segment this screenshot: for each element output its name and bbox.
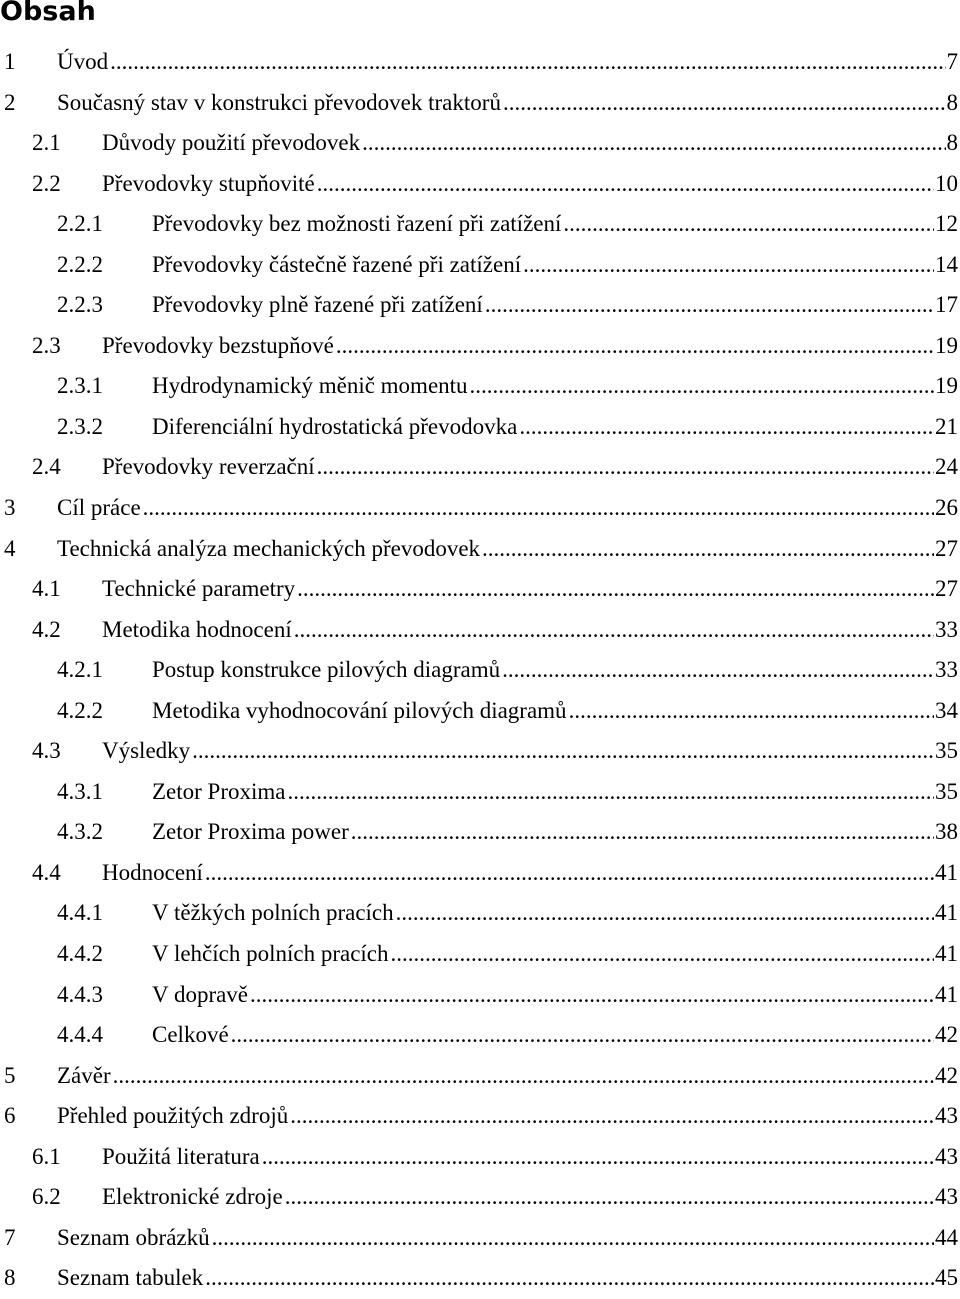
toc-entry-page-number: 10: [934, 164, 958, 205]
toc-entry-title[interactable]: Převodovky bez možnosti řazení při zatížení: [152, 204, 563, 245]
dot-leader: [110, 42, 945, 83]
toc-entry-number: 4: [4, 535, 16, 561]
dot-leader: [317, 447, 934, 488]
dot-leader: [290, 1096, 934, 1137]
toc-entry-line: [57, 1258, 958, 1299]
toc-entry-title[interactable]: Výsledky: [102, 731, 192, 772]
toc-entry[interactable]: [0, 488, 960, 529]
dot-leader: [563, 204, 934, 245]
dot-leader: [362, 123, 945, 164]
toc-entry-title[interactable]: Převodovky plně řazené při zatížení: [152, 285, 485, 326]
dot-leader: [212, 1218, 934, 1259]
toc-entry-page-number: 12: [934, 204, 958, 245]
toc-entry-line: [57, 488, 958, 529]
toc-entry-title[interactable]: Převodovky reverzační: [102, 447, 317, 488]
toc-entry-number: 5: [4, 1062, 16, 1088]
toc-entry-title[interactable]: Hodnocení: [102, 853, 205, 894]
toc-entry-page-number: 19: [934, 366, 958, 407]
page-title: Obsah: [0, 0, 96, 27]
toc-entry[interactable]: [0, 1015, 960, 1056]
dot-leader: [294, 610, 934, 651]
toc-entry-title[interactable]: Elektronické zdroje: [102, 1177, 285, 1218]
toc-entry-title[interactable]: Metodika vyhodnocování pilových diagramů: [152, 691, 569, 732]
toc-entry-number: 4.2.2: [57, 697, 103, 723]
toc-entry-page-number: 24: [934, 447, 958, 488]
toc-entry[interactable]: [0, 610, 960, 651]
toc-entry-title[interactable]: Technická analýza mechanických převodovek: [57, 529, 482, 570]
toc-entry-title[interactable]: Převodovky stupňovité: [102, 164, 317, 205]
toc-entry-page-number: 44: [934, 1218, 958, 1259]
toc-entry-title[interactable]: V těžkých polních pracích: [152, 893, 396, 934]
toc-entry-page-number: 8: [946, 123, 959, 164]
toc-entry-number: 4.2: [32, 616, 61, 642]
toc-entry[interactable]: [0, 975, 960, 1016]
toc-entry-title[interactable]: Seznam obrázků: [57, 1218, 212, 1259]
dot-leader: [396, 893, 934, 934]
toc-entry-number: 4.3: [32, 738, 61, 764]
toc-entry-line: [102, 610, 958, 651]
toc-entry-page-number: 41: [934, 975, 958, 1016]
dot-leader: [192, 731, 934, 772]
dot-leader: [523, 245, 934, 286]
toc-entry[interactable]: [0, 447, 960, 488]
toc-entry-page-number: 17: [934, 285, 958, 326]
toc-entry-page-number: 41: [934, 893, 958, 934]
toc-entry-line: [102, 1177, 958, 1218]
toc-entry-number: 4.4.1: [57, 900, 103, 926]
toc-entry-number: 4.1: [32, 576, 61, 602]
toc-entry-number: 4.4: [32, 859, 61, 885]
dot-leader: [502, 650, 934, 691]
dot-leader: [143, 488, 934, 529]
toc-entry[interactable]: [0, 853, 960, 894]
toc-entry-title[interactable]: Cíl práce: [57, 488, 143, 529]
toc-entry-number: 2.1: [32, 130, 61, 156]
toc-entry-line: [57, 1056, 958, 1097]
toc-entry-page-number: 14: [934, 245, 958, 286]
toc-entry-line: [57, 83, 958, 124]
dot-leader: [262, 1137, 934, 1178]
toc-entry-title[interactable]: Použitá literatura: [102, 1137, 262, 1178]
toc-entry-line: [152, 650, 958, 691]
toc-entry-title[interactable]: Přehled použitých zdrojů: [57, 1096, 290, 1137]
toc-entry-line: [57, 529, 958, 570]
toc-entry-line: [152, 772, 958, 813]
toc-entry[interactable]: [0, 812, 960, 853]
toc-entry-line: [152, 245, 958, 286]
toc-entry-number: 2.2.2: [57, 251, 103, 277]
toc-entry[interactable]: [0, 83, 960, 124]
toc-entry-title[interactable]: Zetor Proxima power: [152, 812, 351, 853]
toc-entry-line: [102, 447, 958, 488]
toc-entry-page-number: 41: [934, 934, 958, 975]
toc-entry-line: [152, 934, 958, 975]
toc-entry-title[interactable]: Seznam tabulek: [57, 1258, 205, 1299]
toc-entry-page-number: 33: [934, 650, 958, 691]
toc-entry-title[interactable]: Převodovky částečně řazené při zatížení: [152, 245, 523, 286]
toc-entry-title[interactable]: Celkové: [152, 1015, 231, 1056]
toc-entry-line: [102, 164, 958, 205]
toc-entry-line: [102, 569, 958, 610]
toc-entry-number: 8: [4, 1265, 16, 1291]
toc-entry[interactable]: [0, 1258, 960, 1299]
toc-entry[interactable]: [0, 326, 960, 367]
toc-entry[interactable]: [0, 1177, 960, 1218]
toc-entry-line: [152, 285, 958, 326]
dot-leader: [503, 83, 946, 124]
toc-entry-page-number: 33: [934, 610, 958, 651]
toc-entry-number: 2.3: [32, 332, 61, 358]
dot-leader: [231, 1015, 934, 1056]
toc-entry-title[interactable]: Diferenciální hydrostatická převodovka: [152, 407, 519, 448]
toc-entry-page-number: 19: [934, 326, 958, 367]
toc-entry-number: 4.2.1: [57, 657, 103, 683]
toc-entry-number: 2: [4, 89, 16, 115]
toc-entry-page-number: 43: [934, 1096, 958, 1137]
dot-leader: [250, 975, 934, 1016]
toc-entry-line: [152, 1015, 958, 1056]
toc-entry[interactable]: [0, 934, 960, 975]
dot-leader: [113, 1056, 934, 1097]
toc-entry-line: [152, 893, 958, 934]
toc-entry-title[interactable]: V lehčích polních pracích: [152, 934, 391, 975]
toc-entry[interactable]: [0, 407, 960, 448]
toc-entry-page-number: 35: [934, 731, 958, 772]
toc-entry[interactable]: [0, 42, 960, 83]
toc-entry-page-number: 26: [934, 488, 958, 529]
toc-entry[interactable]: [0, 204, 960, 245]
toc-entry[interactable]: [0, 1137, 960, 1178]
toc-entry[interactable]: [0, 893, 960, 934]
toc-entry-page-number: 45: [934, 1258, 958, 1299]
toc-entry[interactable]: [0, 529, 960, 570]
toc-entry-title[interactable]: Zetor Proxima: [152, 772, 288, 813]
toc-entry[interactable]: [0, 772, 960, 813]
dot-leader: [519, 407, 934, 448]
toc-entry-line: [152, 975, 958, 1016]
dot-leader: [470, 366, 934, 407]
toc-entry[interactable]: [0, 123, 960, 164]
toc-entry-number: 2.4: [32, 454, 61, 480]
toc-entry[interactable]: [0, 164, 960, 205]
toc-entry-title[interactable]: Důvody použití převodovek: [102, 123, 362, 164]
toc-entry-page-number: 43: [934, 1177, 958, 1218]
toc-entry-title[interactable]: Převodovky bezstupňové: [102, 326, 336, 367]
dot-leader: [336, 326, 934, 367]
toc-entry-line: [152, 812, 958, 853]
toc-entry-page-number: 41: [934, 853, 958, 894]
toc-entry-title[interactable]: V dopravě: [152, 975, 250, 1016]
toc-entry-title[interactable]: Úvod: [57, 42, 110, 83]
toc-entry-page-number: 43: [934, 1137, 958, 1178]
toc-entry-title[interactable]: Hydrodynamický měnič momentu: [152, 366, 470, 407]
toc-entry-number: 4.4.4: [57, 1022, 103, 1048]
toc-entry-line: [57, 1096, 958, 1137]
toc-entry[interactable]: [0, 285, 960, 326]
table-of-contents: [0, 42, 960, 1299]
toc-entry[interactable]: [0, 1218, 960, 1259]
toc-entry-page-number: 35: [934, 772, 958, 813]
toc-entry-page-number: 7: [946, 42, 959, 83]
toc-entry-number: 2.3.1: [57, 373, 103, 399]
toc-entry-number: 2.2.3: [57, 292, 103, 318]
toc-entry-line: [152, 407, 958, 448]
toc-entry[interactable]: [0, 731, 960, 772]
toc-entry[interactable]: [0, 1096, 960, 1137]
toc-entry-page-number: 34: [934, 691, 958, 732]
toc-entry-page-number: 38: [934, 812, 958, 853]
toc-entry-line: [102, 326, 958, 367]
toc-entry-number: 4.4.3: [57, 981, 103, 1007]
toc-entry[interactable]: [0, 366, 960, 407]
dot-leader: [351, 812, 934, 853]
toc-entry-number: 2.2: [32, 170, 61, 196]
toc-entry-line: [102, 123, 958, 164]
toc-entry-page-number: 27: [934, 529, 958, 570]
toc-entry-number: 4.3.1: [57, 778, 103, 804]
toc-entry-line: [152, 204, 958, 245]
toc-entry-title[interactable]: Závěr: [57, 1056, 113, 1097]
dot-leader: [482, 529, 934, 570]
toc-entry-number: 6: [4, 1103, 16, 1129]
dot-leader: [297, 569, 934, 610]
dot-leader: [288, 772, 935, 813]
dot-leader: [485, 285, 934, 326]
toc-entry-number: 7: [4, 1224, 16, 1250]
dot-leader: [317, 164, 934, 205]
toc-entry[interactable]: [0, 691, 960, 732]
toc-entry-number: 4.3.2: [57, 819, 103, 845]
dot-leader: [569, 691, 934, 732]
dot-leader: [285, 1177, 934, 1218]
toc-entry-number: 6.2: [32, 1184, 61, 1210]
toc-entry-number: 4.4.2: [57, 941, 103, 967]
toc-entry-title[interactable]: Postup konstrukce pilových diagramů: [152, 650, 502, 691]
toc-entry[interactable]: [0, 1056, 960, 1097]
toc-entry-page-number: 8: [946, 83, 959, 124]
dot-leader: [205, 1258, 934, 1299]
toc-entry-title[interactable]: Metodika hodnocení: [102, 610, 294, 651]
toc-entry[interactable]: [0, 245, 960, 286]
toc-entry-line: [102, 1137, 958, 1178]
toc-entry-page-number: 42: [934, 1015, 958, 1056]
dot-leader: [391, 934, 934, 975]
toc-entry-number: 1: [4, 49, 16, 74]
toc-entry-line: [57, 42, 958, 83]
toc-entry-number: 6.1: [32, 1143, 61, 1169]
toc-entry-line: [102, 731, 958, 772]
toc-entry-page-number: 21: [934, 407, 958, 448]
toc-entry[interactable]: [0, 569, 960, 610]
toc-entry-page-number: 42: [934, 1056, 958, 1097]
toc-entry-page-number: 27: [934, 569, 958, 610]
toc-entry-line: [57, 1218, 958, 1259]
toc-entry-title[interactable]: Současný stav v konstrukci převodovek traktorů: [57, 83, 503, 124]
toc-entry-number: 2.2.1: [57, 211, 103, 237]
toc-entry-line: [152, 366, 958, 407]
toc-entry-number: 3: [4, 495, 16, 521]
dot-leader: [205, 853, 934, 894]
toc-entry-line: [102, 853, 958, 894]
toc-entry-number: 2.3.2: [57, 413, 103, 439]
toc-entry-title[interactable]: Technické parametry: [102, 569, 297, 610]
toc-entry[interactable]: [0, 650, 960, 691]
toc-entry-line: [152, 691, 958, 732]
